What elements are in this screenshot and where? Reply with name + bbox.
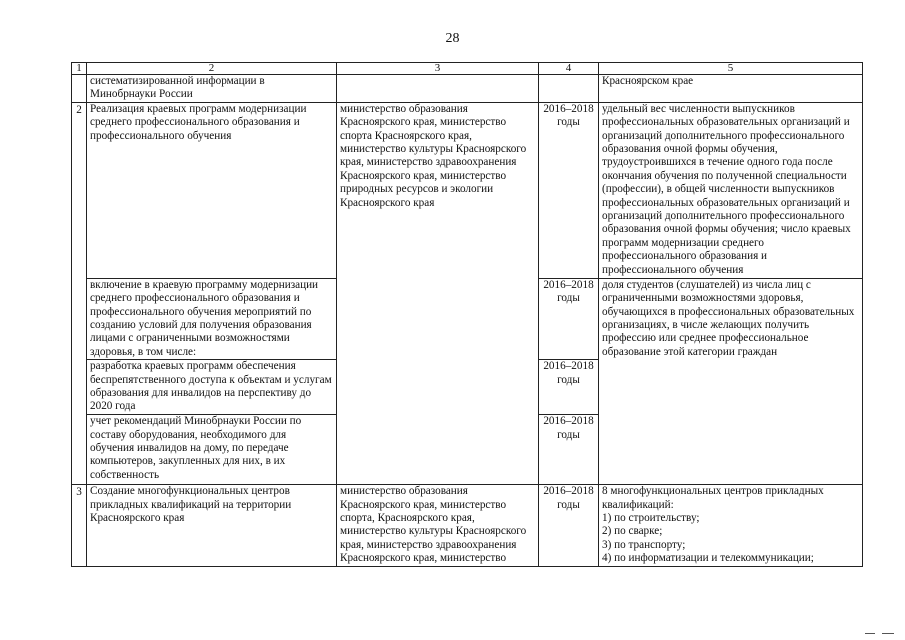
edge-mark bbox=[882, 633, 894, 634]
result-cell: удельный вес численности выпускников профессиональных образовательных организаций и организаций дополнительного профессионального образования очной формы обучения, трудоустроившихся в течение одного года после окончания обучения по полученной специальности (профессии), в общей численности выпускников профессиональных образовательных организаций и организаций дополнительного профессионального образования очной формы обучения; число краевых программ модернизации среднего профессионального образования и профессионального обучения bbox=[599, 102, 863, 278]
result-cell: Красноярском крае bbox=[599, 75, 863, 103]
header-row bbox=[72, 63, 863, 75]
term-cell: 2016–2018 годы bbox=[539, 360, 599, 415]
table-row bbox=[72, 485, 863, 567]
header-col-5: 5 bbox=[599, 63, 863, 75]
header-col-1: 1 bbox=[72, 63, 87, 75]
activities-table bbox=[71, 62, 863, 567]
header-col-2: 2 bbox=[87, 63, 337, 75]
activity-cell: Реализация краевых программ модернизации среднего профессионального образования и профессионального обучения bbox=[87, 102, 337, 278]
header-col-4: 4 bbox=[539, 63, 599, 75]
executors-cell: министерство образования Красноярского края, министерство спорта Красноярского края, министерство культуры Красноярского края, министерство здравоохранения Красноярского края, министерство природных ресурсов и экологии Красноярского края bbox=[337, 102, 539, 484]
executors-cell: министерство образования Красноярского края, министерство спорта, Красноярского края, министерство культуры Красноярского края, министерство здравоохранения Красноярского края, министерство bbox=[337, 485, 539, 567]
activity-cell: разработка краевых программ обеспечения беспрепятственного доступа к объектам и услугам образования для инвалидов на перспективу до 2020 года bbox=[87, 360, 337, 415]
result-cell bbox=[599, 485, 863, 567]
term-cell: 2016–2018 годы bbox=[539, 278, 599, 359]
table-row bbox=[72, 75, 863, 103]
activity-cell: Создание многофункциональных центров прикладных квалификаций на территории Красноярского края bbox=[87, 485, 337, 567]
activity-cell: включение в краевую программу модернизации среднего профессионального образования и профессионального обучения мероприятий по созданию условий для получения образования лицами с ограниченными возможностями здоровья, в том числе: bbox=[87, 278, 337, 359]
list-item: 2) по сварке; bbox=[602, 525, 663, 538]
term-cell: 2016–2018 годы bbox=[539, 102, 599, 278]
row-number-cell bbox=[72, 278, 87, 484]
row-number-cell: 2 bbox=[72, 102, 87, 278]
list-item: 1) по строительству; bbox=[602, 512, 700, 525]
edge-mark bbox=[865, 633, 875, 634]
term-cell: 2016–2018 годы bbox=[539, 415, 599, 485]
activity-cell: систематизированной информации в Минобрнауки России bbox=[87, 75, 337, 103]
row-number-cell bbox=[72, 75, 87, 103]
term-cell bbox=[539, 75, 599, 103]
result-intro: 8 многофункциональных центров прикладных квалификаций: bbox=[602, 485, 824, 511]
list-item: 4) по информатизации и телекоммуникации; bbox=[602, 552, 814, 565]
header-col-3: 3 bbox=[337, 63, 539, 75]
activity-cell: учет рекомендаций Минобрнауки России по составу оборудования, необходимого для обучения инвалидов на дому, по передаче компьютеров, закупленных для них, в их собственность bbox=[87, 415, 337, 485]
list-item: 3) по транспорту; bbox=[602, 538, 686, 551]
executors-cell bbox=[337, 75, 539, 103]
table-row bbox=[72, 102, 863, 278]
result-cell: доля студентов (слушателей) из числа лиц с ограниченными возможностями здоровья, обучающихся в профессиональных образовательных организациях, в числе желающих получить профессию или среднее профессиональное образование этой категории граждан bbox=[599, 278, 863, 484]
page-number: 28 bbox=[445, 31, 460, 46]
term-cell: 2016–2018 годы bbox=[539, 485, 599, 567]
row-number-cell: 3 bbox=[72, 485, 87, 567]
